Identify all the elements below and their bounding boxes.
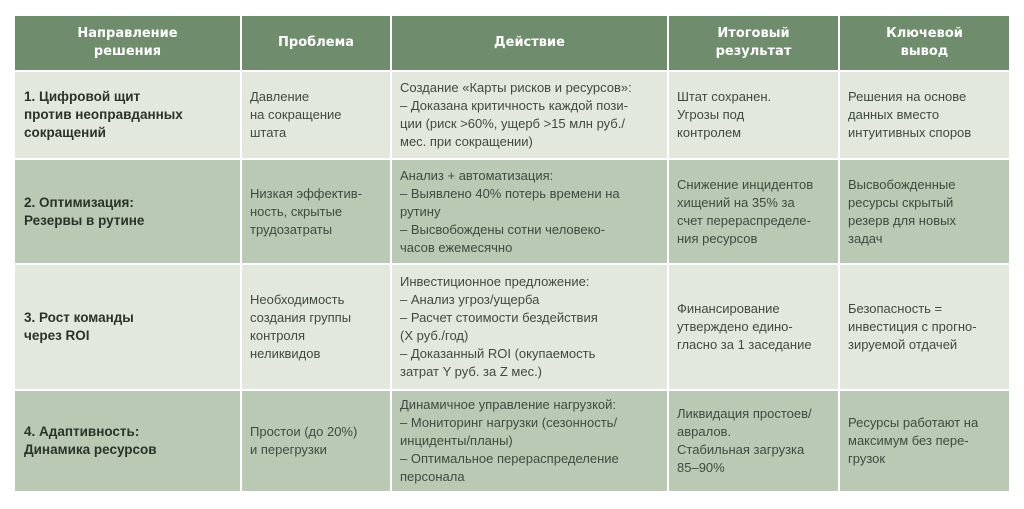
header-direction: Направление решения [15,16,242,70]
cell-direction: 1. Цифровой щит против неоправданных сокращений [15,70,242,158]
cell-problem: Низкая эффектив- ность, скрытые трудозатраты [242,158,392,263]
cell-action: Динамичное управление нагрузкой: – Мониторинг нагрузки (сезонность/ инциденты/планы) – Оптимальное перераспределение персонала [392,389,669,491]
cell-direction: 2. Оптимизация: Резервы в рутине [15,158,242,263]
header-conclusion: Ключевой вывод [840,16,1009,70]
cell-direction: 4. Адаптивность: Динамика ресурсов [15,389,242,491]
header-problem: Проблема [242,16,392,70]
cell-problem: Давление на сокращение штата [242,70,392,158]
table-header-row [15,16,1009,70]
table-row [15,389,1009,491]
cell-direction: 3. Рост команды через ROI [15,263,242,389]
cell-result: Штат сохранен. Угрозы под контролем [669,70,840,158]
cell-action: Анализ + автоматизация: – Выявлено 40% потерь времени на рутину – Высвобождены сотни человеко- часов ежемесячно [392,158,669,263]
table-row [15,158,1009,263]
table-row [15,70,1009,158]
cell-result: Снижение инцидентов хищений на 35% за счет перераспределе- ния ресурсов [669,158,840,263]
cell-conclusion: Безопасность = инвестиция с прогно- зируемой отдачей [840,263,1009,389]
cell-action: Создание «Карты рисков и ресурсов»: – Доказана критичность каждой пози- ции (риск >60%, ущерб >15 млн руб./ мес. при сокращении) [392,70,669,158]
solutions-table-container [15,16,1009,496]
cell-action: Инвестиционное предложение: – Анализ угроз/ущерба – Расчет стоимости бездействия (Х руб./год) – Доказанный ROI (окупаемость затрат Y руб. за Z мес.) [392,263,669,389]
cell-conclusion: Ресурсы работают на максимум без пере- грузок [840,389,1009,491]
table-row [15,263,1009,389]
cell-result: Ликвидация простоев/ авралов. Стабильная загрузка 85–90% [669,389,840,491]
header-result: Итоговый результат [669,16,840,70]
cell-conclusion: Высвобожденные ресурсы скрытый резерв для новых задач [840,158,1009,263]
cell-conclusion: Решения на основе данных вместо интуитивных споров [840,70,1009,158]
cell-result: Финансирование утверждено едино- гласно за 1 заседание [669,263,840,389]
cell-problem: Необходимость создания группы контроля неликвидов [242,263,392,389]
cell-problem: Простои (до 20%) и перегрузки [242,389,392,491]
header-action: Действие [392,16,669,70]
solutions-table [15,16,1009,491]
